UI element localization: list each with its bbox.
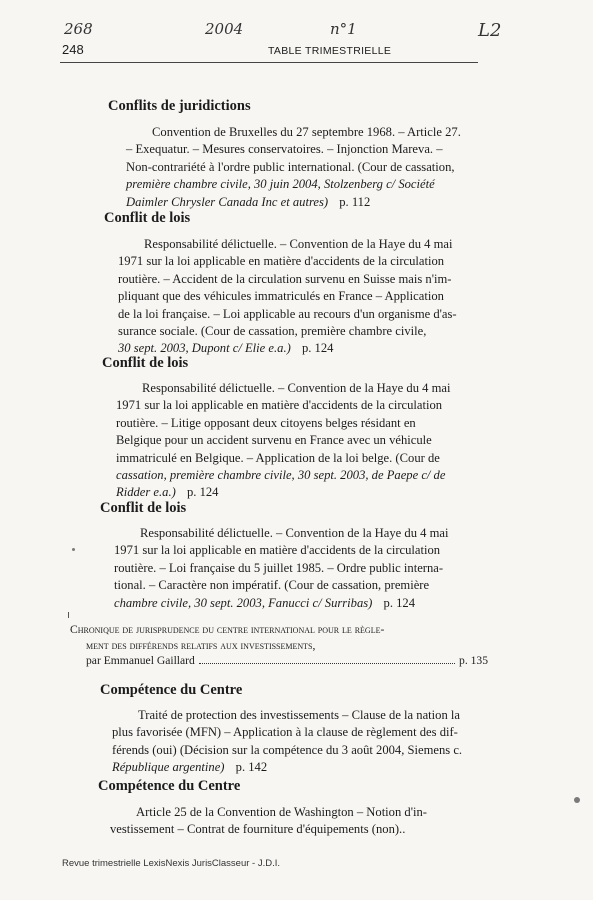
handwritten-note-left: 268 bbox=[64, 20, 93, 38]
entry-line: – Exequatur. – Mesures conservatoires. – Injonction Mareva. – bbox=[126, 142, 443, 157]
chronicle-author: par Emmanuel Gaillard bbox=[86, 654, 195, 667]
chronicle-author-line bbox=[70, 653, 488, 669]
chronicle-title-line: ment des différends relatifs aux investissements, bbox=[86, 638, 316, 652]
entry-line: 1971 sur la loi applicable en matière d'accidents de la circulation bbox=[114, 543, 441, 558]
page-footer: Revue trimestrielle LexisNexis JurisClasseur - J.D.I. bbox=[62, 858, 281, 869]
header-rule bbox=[60, 62, 478, 63]
section-heading: Compétence du Centre bbox=[98, 778, 241, 794]
entry-line: 1971 sur la loi applicable en matière d'accidents de la circulation bbox=[116, 398, 443, 413]
entry-line: cassation, première chambre civile, 30 sept. 2003, de Paepe c/ de bbox=[116, 468, 446, 483]
entry-citation: République argentine) bbox=[112, 760, 225, 775]
entry-last-line bbox=[126, 194, 486, 211]
entry-citation: Daimler Chrysler Canada Inc et autres) bbox=[126, 194, 329, 209]
entry-line: de la loi française. – Loi applicable au recours d'un organisme d'as- bbox=[118, 306, 457, 321]
scan-speck bbox=[574, 797, 580, 803]
page-reference: p. 112 bbox=[339, 194, 371, 209]
page-reference: p. 124 bbox=[383, 595, 415, 610]
entry-line: férends (oui) (Décision sur la compétence du 3 août 2004, Siemens c. bbox=[112, 742, 463, 757]
entry-line: routière. – Loi française du 5 juillet 1985. – Ordre public interna- bbox=[114, 560, 444, 575]
section-heading: Conflit de lois bbox=[102, 355, 189, 371]
entry-last-line bbox=[112, 759, 487, 776]
dot-leader bbox=[199, 663, 455, 664]
entry-line: routière. – Accident de la circulation survenu en Suisse mais n'im- bbox=[118, 271, 452, 286]
entry-line: immatriculé en Belgique. – Application de la loi belge. (Cour de bbox=[116, 450, 440, 465]
entry-line: tional. – Caractère non impératif. (Cour de cassation, première bbox=[114, 578, 430, 593]
handwritten-note-number: n°1 bbox=[330, 20, 357, 38]
entry-conflit-lois-belgique bbox=[116, 380, 486, 502]
page-number: 248 bbox=[62, 42, 84, 57]
section-heading: Compétence du Centre bbox=[100, 682, 243, 698]
running-title: TABLE TRIMESTRIELLE bbox=[268, 45, 392, 57]
chronicle-title-line: Chronique de jurisprudence du centre international pour le règle- bbox=[70, 623, 385, 636]
entry-line: Non-contrariété à l'ordre public international. (Cour de cassation, bbox=[126, 159, 455, 174]
entry-citation: chambre civile, 30 sept. 2003, Fanucci c/ Surribas) bbox=[114, 595, 373, 610]
entry-line: routière. – Litige opposant deux citoyens belges résidant en bbox=[116, 415, 416, 430]
margin-mark bbox=[68, 612, 69, 618]
section-heading: Conflit de lois bbox=[100, 500, 187, 516]
handwritten-note-middle: 2004 bbox=[205, 20, 244, 38]
entry-citation: 30 sept. 2003, Dupont c/ Elie e.a.) bbox=[118, 341, 291, 356]
entry-citation: Ridder e.a.) bbox=[116, 485, 176, 500]
entry-conflits-juridictions bbox=[126, 124, 486, 211]
entry-line: Responsabilité délictuelle. – Convention de la Haye du 4 mai bbox=[142, 381, 451, 395]
entry-conflit-lois-suisse bbox=[118, 236, 486, 358]
entry-line: Article 25 de la Convention de Washington – Notion d'in- bbox=[136, 805, 427, 819]
page-reference: p. 124 bbox=[186, 485, 219, 500]
page-reference: p. 142 bbox=[235, 760, 268, 775]
entry-competence-article25 bbox=[110, 804, 488, 839]
entry-line: 1971 sur la loi applicable en matière d'accidents de la circulation bbox=[118, 254, 445, 269]
entry-line: pliquant que des véhicules immatriculés en France – Application bbox=[118, 289, 444, 304]
page-reference: p. 135 bbox=[459, 654, 488, 667]
handwritten-note-right: L2 bbox=[478, 20, 502, 41]
entry-line: plus favorisée (MFN) – Application à la clause de règlement des dif- bbox=[112, 725, 458, 740]
entry-line: surance sociale. (Cour de cassation, première chambre civile, bbox=[118, 324, 427, 339]
entry-line: Belgique pour un accident survenu en France avec un véhicule bbox=[116, 433, 432, 448]
entry-line: Traité de protection des investissements – Clause de la nation la bbox=[138, 708, 461, 722]
entry-competence-siemens bbox=[112, 707, 487, 777]
entry-line: vestissement – Contrat de fourniture d'équipements (non).. bbox=[110, 822, 406, 837]
page-reference: p. 124 bbox=[301, 341, 334, 356]
section-heading: Conflit de lois bbox=[104, 210, 191, 226]
entry-line: Convention de Bruxelles du 27 septembre 1968. – Article 27. bbox=[152, 125, 461, 139]
entry-line: Responsabilité délictuelle. – Convention de la Haye du 4 mai bbox=[140, 526, 449, 540]
chronicle-entry bbox=[70, 622, 488, 669]
entry-line: Responsabilité délictuelle. – Convention de la Haye du 4 mai bbox=[144, 237, 453, 251]
entry-conflit-lois-fanucci bbox=[114, 525, 486, 612]
entry-last-line bbox=[114, 595, 486, 612]
section-heading: Conflits de juridictions bbox=[108, 98, 251, 114]
scan-speck bbox=[72, 548, 75, 551]
entry-line: première chambre civile, 30 juin 2004, Stolzenberg c/ Société bbox=[126, 177, 435, 192]
